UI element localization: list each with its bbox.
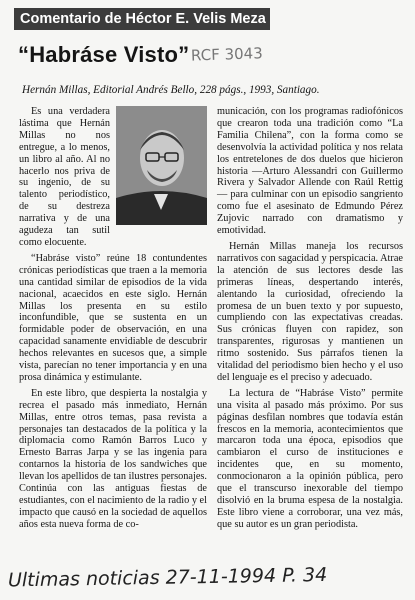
paragraph: En este libro, que despierta la nostalgia y recrea el pasado más inmediato, Hernán Millas, entre otros temas, pasa revista a personajes tan destacados de la política y la diplomacia como Ramón Barros Luco y Ernesto Barras Jarpa y se las ingenia para contarnos la historia de los sandwiches que llevan los apellidos de tan ilustres personajes. Continúa con las antiguas fiestas de estudiantes, con el nacimiento de la radio y el impacto que causó en la sociedad de aquellos años esta nueva forma de co- — [19, 387, 207, 530]
paragraph: municación, con los programas radiofónicos que crearon toda una tradición como “La Familia Chilena”, con la forma como se desenvolvía la actividad política y nos relata los entretelones de dos duelos que hicieron historia —Arturo Alessandri con Guillermo Rivera y Salvador Allende con Raúl Rettig— para culminar con un episodio sangriento como fue el asesinato de Edmundo Pérez Zujovic narrado con dramatismo y emotividad. — [217, 106, 403, 237]
paragraph: Hernán Millas maneja los recursos narrativos con sagacidad y perspicacia. Atrae la atención de sus lectores desde las primeras líneas, despertando interés, alentando la curiosidad, ofreciendo la promesa de un buen texto y por supuesto, cumpliendo con las expectativas creadas. Sus crónicas fluyen con rapidez, son transparentes, rigurosas y mantienen un ritmo sostenido. Sus párrafos tienen la vitalidad del periodismo bien hecho y el uso del lenguaje es el preciso y adecuado. — [217, 240, 403, 383]
archive-stamp: RCF 3043 — [190, 44, 263, 65]
author-photo — [116, 106, 207, 225]
portrait-image — [116, 106, 207, 225]
paragraph: “Habráse visto” reúne 18 contundentes crónicas periodísticas que traen a la memoria una cantidad similar de episodios de la vida nacional, acaecidos en este siglo. Hernán Millas los presenta en su estilo inconfundible, que se sustenta en un formidable poder de observación, en una capacidad sanamente envidiable de descubrir hechos relevantes en sucesos que, a simple vista, parecían no tener importancia y en una prosa dinámica y estimulante. — [19, 252, 207, 383]
handwritten-source-note: Ultimas noticias 27-11-1994 P. 34 — [7, 563, 328, 592]
article-column-2 — [217, 106, 403, 531]
headline: “Habráse Visto” — [18, 42, 190, 67]
article-column-1 — [19, 106, 207, 531]
paragraph: La lectura de “Habráse Visto” permite una visita al pasado más próximo. Por sus páginas desfilan nombres que todavía están frescos en la memoria, acontecimientos que marcaron toda una época, episodios que cambiaron el curso de instituciones e incidentes que, en su momento, conmocionaron a la opinión pública, pero que el transcurso inexorable del tiempo disolvió en la bruma espesa de la nostalgia. Este libro viene a corroborar, una vez más, que su autor es un gran periodista. — [217, 387, 403, 530]
paragraph: Es una verdadera lástima que Hernán Millas no nos entregue, a lo menos, un libro al año. Al no hacerlo nos priva de su ingenio, de su talento periodístico, de su destreza narrativa y de una agudeza tan sutil como elocuente. — [19, 106, 110, 248]
column-banner: Comentario de Héctor E. Velis Meza — [14, 8, 270, 30]
byline: Hernán Millas, Editorial Andrés Bello, 228 págs., 1993, Santiago. — [22, 84, 320, 96]
